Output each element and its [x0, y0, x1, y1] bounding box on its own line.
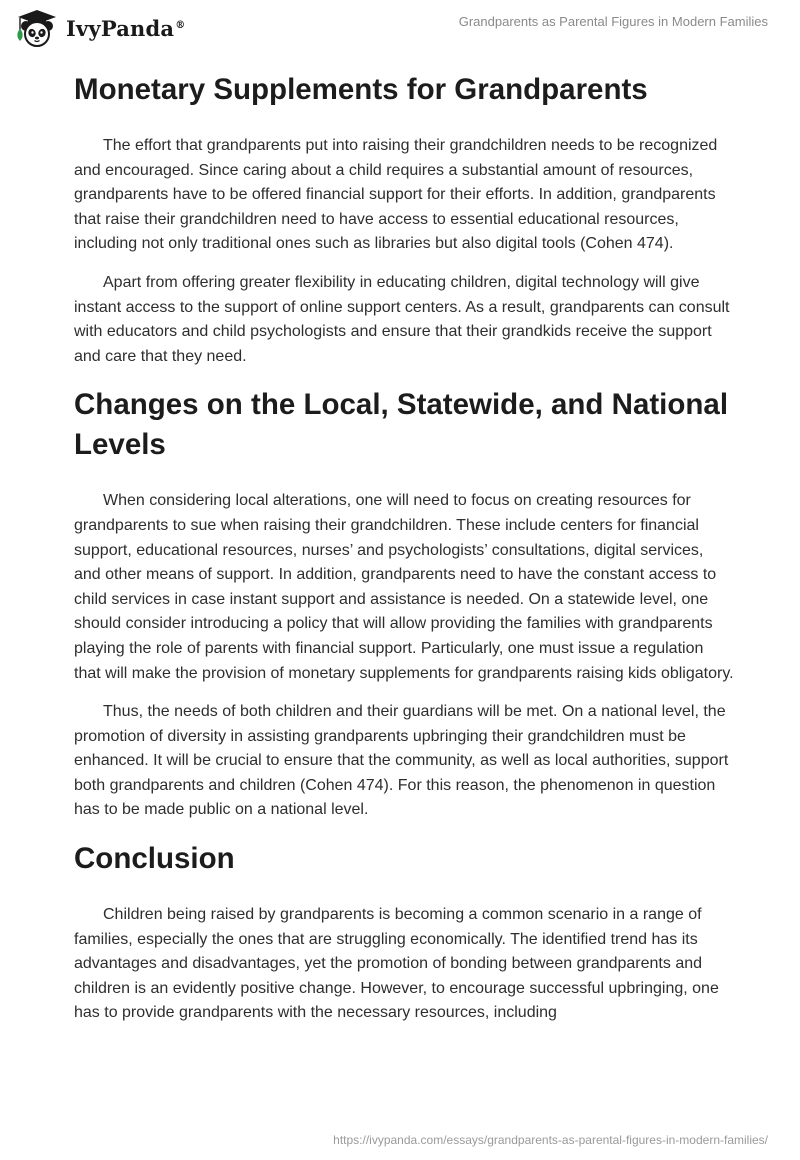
paragraph: Children being raised by grandparents is becoming a common scenario in a range of families, especially the ones that are struggling economically. The identified trend has its advantages and disadvantages, yet the promotion of bonding between grandparents and children is an evidently positive change. However, to encourage successful upbringing, one has to provide grandparents with the necessary resources, including [74, 906, 719, 1022]
section-heading: Changes on the Local, Statewide, and National Levels [74, 388, 729, 462]
ivypanda-logo[interactable] [14, 8, 185, 48]
essay-content [74, 66, 734, 1026]
registered-mark: ® [175, 20, 186, 31]
running-title: Grandparents as Parental Figures in Modern Families [458, 14, 768, 29]
section-heading: Monetary Supplements for Grandparents [74, 73, 648, 106]
section-monetary-supplements [74, 70, 734, 369]
source-url-link[interactable]: https://ivypanda.com/essays/grandparents-as-parental-figures-in-modern-families/ [333, 1133, 768, 1147]
section-changes-levels [74, 385, 734, 823]
paragraph: The effort that grandparents put into raising their grandchildren needs to be recognized and encouraged. Since caring about a child requires a substantial amount of resources, grandparents have to be offered financial support for their efforts. In addition, grandparents that raise their grandchildren need to have access to essential educational resources, including not only traditional ones such as libraries but also digital tools (Cohen 474). [74, 137, 718, 253]
section-conclusion [74, 839, 734, 1026]
paragraph: Apart from offering greater flexibility in educating children, digital technology will give instant access to the support of online support centers. As a result, grandparents can consult with educators and child psychologists and ensure that their grandkids receive the support and care that they need. [74, 273, 730, 365]
panda-graduate-icon [14, 8, 60, 48]
paragraph: Thus, the needs of both children and their guardians will be met. On a national level, the promotion of diversity in assisting grandparents upbringing their grandchildren must be enhanced. It will be crucial to ensure that the community, as well as local authorities, support both grandparents and children (Cohen 474). For this reason, the phenomenon in question has to be made public on a national level. [74, 703, 729, 819]
paragraph: When considering local alterations, one will need to focus on creating resources for grandparents to sue when raising their grandchildren. These include centers for financial support, educational resources, nurses’ and psychologists’ consultations, digital services, and other means of support. In addition, grandparents need to have the constant access to child services in case instant support and assistance is needed. On a statewide level, one should consider introducing a policy that will allow providing the families with grandparents playing the role of parents with financial support. Particularly, one must issue a regulation that will make the provision of monetary supplements for grandparents raising kids obligatory. [74, 492, 734, 682]
page-header [0, 0, 800, 60]
logo-wordmark: IvyPanda® [66, 16, 186, 41]
section-heading: Conclusion [74, 842, 235, 876]
